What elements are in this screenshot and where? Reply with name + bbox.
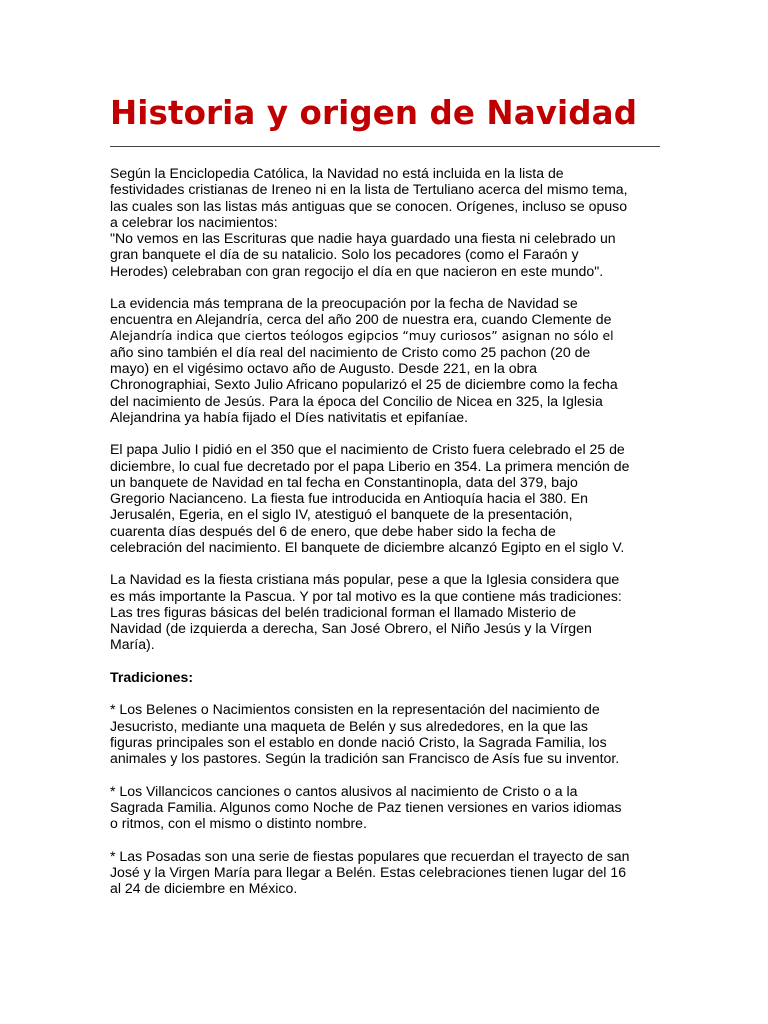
text-line: * Los Villancicos canciones o cantos alusivos al nacimiento de Cristo o a la [110,782,578,799]
text-line: figuras principales son el establo en donde nació Cristo, la Sagrada Familia, los [110,733,607,750]
text-line: o ritmos, con el mismo o distinto nombre. [110,815,367,831]
text-line: * Los Belenes o Nacimientos consisten en la representación del nacimiento de [110,701,600,718]
text-line: a celebrar los nacimientos: [110,213,278,230]
text-line: un banquete de Navidad en tal fecha en Constantinopla, data del 379, bajo [110,473,578,490]
text-line: Alejandrina ya había fijado el Díes nativitatis et epifaníae. [110,408,469,425]
paragraph-origins [110,165,660,279]
paragraph-popular-feast [110,571,660,652]
traditions-heading [110,669,660,685]
paragraph-pope-julius [110,441,660,555]
tradition-belenes [110,701,660,766]
text-line: festividades cristianas de Ireneo ni en la lista de Tertuliano acerca del mismo tema, [110,181,628,198]
text-line: Según la Enciclopedia Católica, la Navidad no está incluida en la lista de [110,165,564,181]
text-line: Las tres figuras básicas del belén tradicional forman el llamado Misterio de [110,603,577,620]
page-title: Historia y origen de Navidad [110,94,638,132]
text-line: La evidencia más temprana de la preocupación por la fecha de Navidad se [110,295,578,311]
document-body [110,165,660,913]
text-line: del nacimiento de Jesús. Para la época del Concilio de Nicea en 325, la Iglesia [110,392,603,409]
text-line: diciembre, lo cual fue decretado por el papa Liberio en 354. La primera mención de [110,457,630,474]
text-line: al 24 de diciembre en México. [110,880,298,896]
text-line: animales y los pastores. Según la tradición san Francisco de Asís fue su inventor. [110,750,620,766]
title-divider [110,146,660,147]
text-line: Gregorio Nacianceno. La fiesta fue introducida en Antioquía hacia el 380. En [110,490,588,506]
text-line: encuentra en Alejandría, cerca del año 200 de nuestra era, cuando Clemente de [110,311,612,328]
quote-line: Herodes) celebraban con gran regocijo el día en que nacieron en este mundo". [110,262,604,279]
text-line: año sino también el día real del nacimiento de Cristo como 25 pachon (20 de [110,343,591,360]
text-line: María). [110,636,155,653]
text-line: * Las Posadas son una serie de fiestas populares que recuerdan el trayecto de san [110,847,630,864]
text-line: celebración del nacimiento. El banquete de diciembre alcanzó Egipto en el siglo V. [110,538,625,555]
text-line: Alejandría indica que ciertos teólogos egipcios “muy curiosos” asignan no sólo el [110,327,614,343]
text-line: cuarenta días después del 6 de enero, que debe haber sido la fecha de [110,522,556,539]
text-line: José y la Virgen María para llegar a Belén. Estas celebraciones tienen lugar del 16 [110,863,627,880]
tradition-posadas [110,848,660,897]
quote-line: gran banquete el día de su natalicio. Solo los pecadores (como el Faraón y [110,246,579,263]
text-line: Jesucristo, mediante una maqueta de Belén y sus alrededores, en la que las [110,717,588,734]
text-line: Navidad (de izquierda a derecha, San José Obrero, el Niño Jesús y la Vírgen [110,620,592,636]
paragraph-alexandria [110,295,660,425]
text-line: Sagrada Familia. Algunos como Noche de Paz tienen versiones en varios idiomas [110,798,622,815]
text-line: mayo) en el vigésimo octavo año de Augusto. Desde 221, en la obra [110,360,537,376]
text-line: Jerusalén, Egeria, en el siglo IV, atestiguó el banquete de la presentación, [110,506,573,523]
section-heading: Tradiciones: [110,668,194,685]
text-line: Chronographiai, Sexto Julio Africano popularizó el 25 de diciembre como la fecha [110,376,618,393]
text-line: es más importante la Pascua. Y por tal motivo es la que contiene más tradiciones: [110,587,622,604]
text-line: El papa Julio I pidió en el 350 que el nacimiento de Cristo fuera celebrado el 25 de [110,441,625,458]
text-line: La Navidad es la fiesta cristiana más popular, pese a que la Iglesia considera que [110,571,620,588]
quote-line: "No vemos en las Escrituras que nadie haya guardado una fiesta ni celebrado un [110,230,616,246]
tradition-villancicos [110,783,660,832]
text-line: las cuales son las listas más antiguas que se conocen. Orígenes, incluso se opuso [110,197,628,214]
